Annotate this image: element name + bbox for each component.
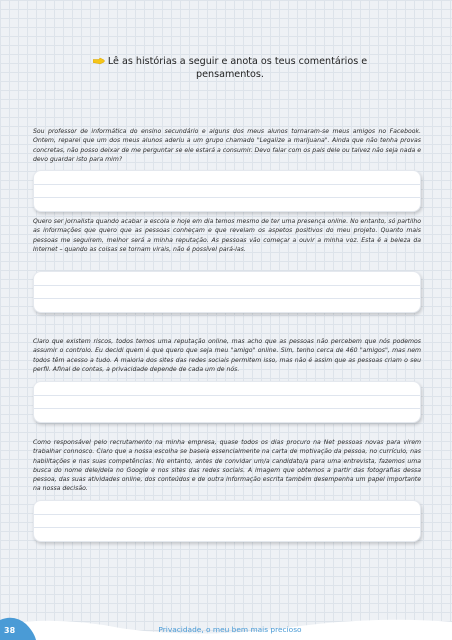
answer-box[interactable]	[33, 381, 421, 423]
story-text: Como responsável pelo recrutamento na minha empresa, quase todos os dias procuro na Net pessoas novas para virem trabalhar connosco. Claro que a nossa escolha se baseia essencialmente na carta de motivação da pessoa, no currículo, nas habilitações e nas suas competências. No entanto, antes de convidar um/a candidato/a para uma entrevista, fazemos uma busca do nome dele/dela no Google e nos sites das redes sociais. A imagem que obtemos a partir das fotografias dessa pessoa, das suas atividades online, dos conteúdos e de outra informação escrita também desempenha um papel importante na nossa decisão.	[33, 439, 421, 493]
instruction-line1: Lê as histórias a seguir e anota os teus comentários e	[107, 56, 368, 67]
pointing-hand-icon	[93, 57, 105, 65]
answer-box[interactable]	[33, 271, 421, 313]
page-number: 38	[4, 626, 16, 635]
answer-box[interactable]	[33, 170, 421, 212]
answer-box[interactable]	[33, 500, 421, 542]
footer-title: Privacidade, o meu bem mais precioso	[158, 625, 302, 634]
story-text: Quero ser jornalista quando acabar a escola e hoje em dia temos mesmo de ter uma presença online. No entanto, só partilho as informações que quero que as pessoas conheçam e que revelam os aspetos positivos do meu projeto. Quanto mais pessoas me seguirem, melhor será a minha reputação. As pessoas vão começar a ouvir a minha voz. Esta é a beleza da Internet – quando as coisas se tornam virais, não é possível pará-las.	[33, 218, 421, 253]
instruction	[60, 55, 400, 81]
instruction-line2: pensamentos.	[196, 69, 264, 80]
story-text: Sou professor de informática do ensino secundário e alguns dos meus alunos tornaram-se meus amigos no Facebook. Ontem, reparei que um dos meus alunos aderiu a um grupo chamado "Legalize a marijuana". Ainda que não tenha provas concretas, não posso deixar de me perguntar se ele estará a consumir. Devo falar com os pais dele ou talvez não seja nada e devo guardar isto para mim?	[33, 128, 421, 163]
story-text: Claro que existem riscos, todos temos uma reputação online, mas acho que as pessoas não percebem que nós podemos assumir o controlo. Eu decidi quem é que quero que seja meu "amigo" online. Sim, tenho cerca de 460 "amigos", mas nem todos têm acesso a tudo. A maioria dos sites das redes sociais permitem isso, mas não é assim que as pessoas criam o seu perfil. Afinal de contas, a privacidade depende de cada um de nós.	[33, 338, 421, 373]
